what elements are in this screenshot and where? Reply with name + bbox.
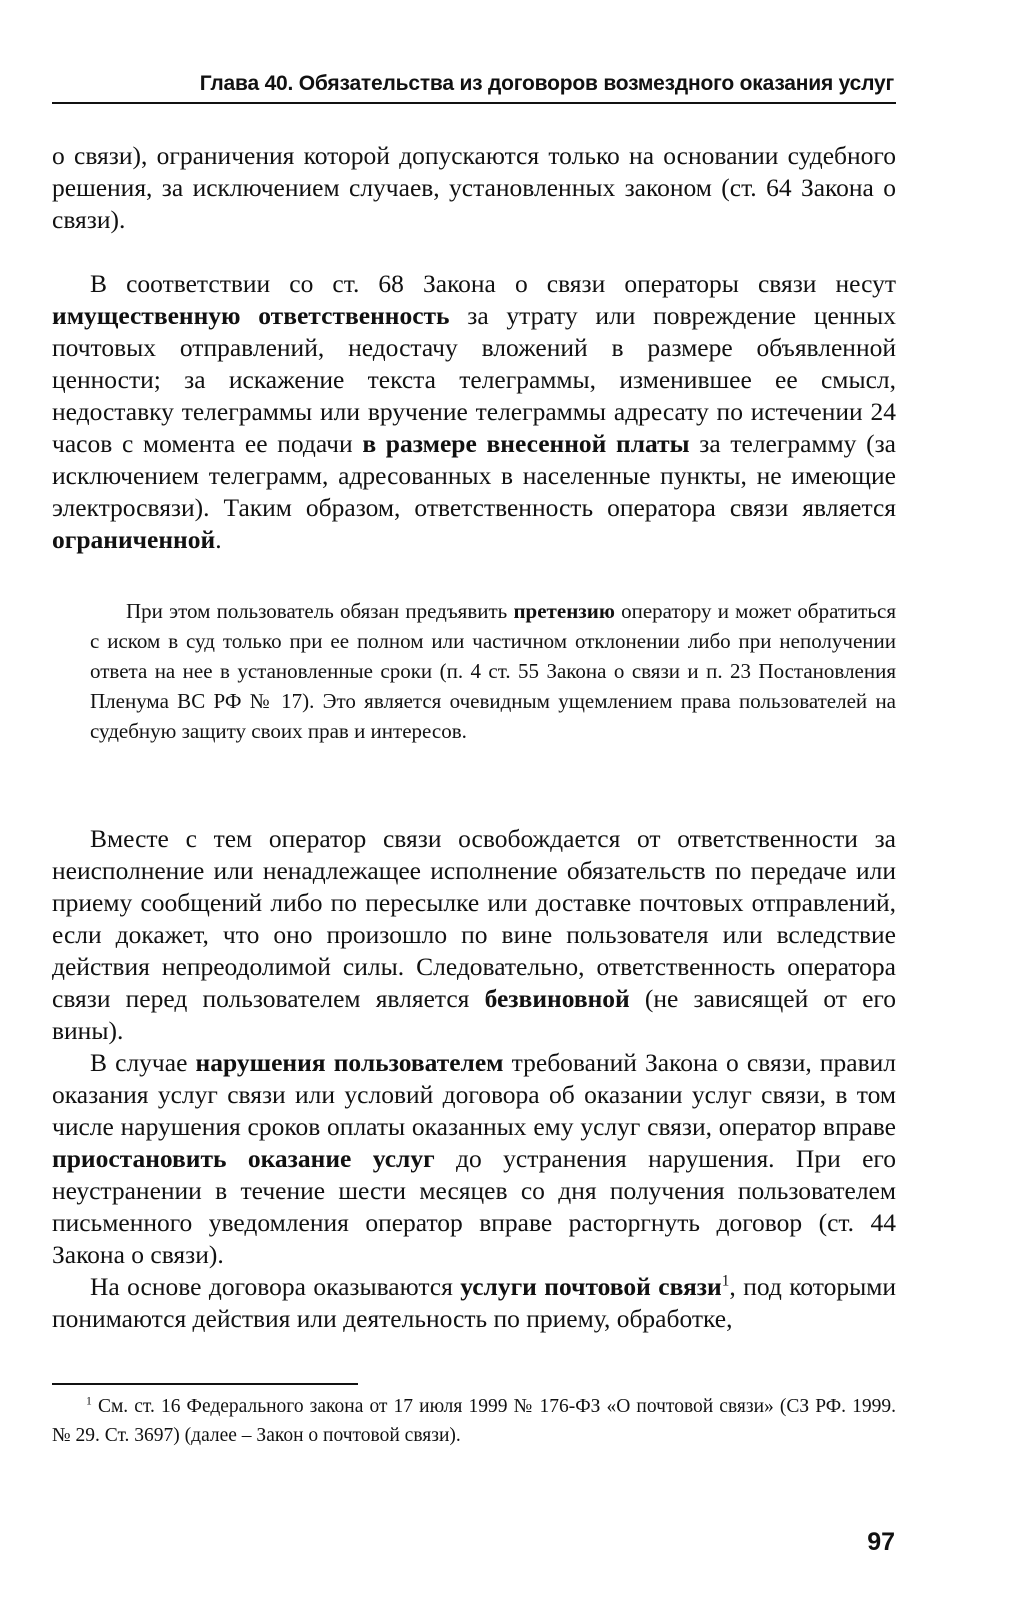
paragraph-3 — [52, 823, 896, 1047]
note-bold-1: претензию — [513, 599, 615, 623]
p2-bold-3: ограниченной — [52, 525, 216, 554]
paragraph-liability — [52, 268, 896, 556]
p2-bold-1: имущественную ответственность — [52, 301, 450, 330]
running-header — [52, 64, 896, 104]
p4-text-2: требований Закона о связи, правил оказания услуг связи или условий договора об оказании услуг связи, в том числе нарушения сроков оплаты оказанных ему услуг связи, оператор вправе — [52, 1048, 897, 1141]
p2-text-2: за утрату или повреждение ценных почтовых отправлений, недостачу вложений в размере объявленной ценности; за искажение текста телеграммы, изменившее ее смысл, недоставку телеграммы или вручение телеграммы адресату по истечении 24 часов с момента ее подачи — [52, 301, 896, 458]
note-text-2: оператору и может обратиться с иском в суд только при ее полном или частичном отклонении либо при неполучении ответа на нее в установленные сроки (п. 4 ст. 55 Закона о связи и п. 23 Постановления Пленума ВС РФ № 17). Это является очевидным ущемлением права пользователей на судебную защиту своих прав и интересов. — [90, 599, 896, 743]
note-text-1: При этом пользователь обязан предъявить — [126, 599, 514, 623]
note-text — [90, 596, 896, 746]
paragraph-4 — [52, 1047, 896, 1271]
paragraph-2 — [52, 268, 896, 556]
chapter-title: Глава 40. Обязательства из договоров возмездного оказания услуг — [199, 72, 894, 95]
footnote — [52, 1392, 896, 1450]
footnote-text — [52, 1392, 896, 1450]
p4-text-3: до устранения нарушения. При его неустранении в течение шести месяцев со дня получения пользователем письменного уведомления оператор вправе расторгнуть договор (ст. 44 Закона о связи). — [52, 1144, 896, 1269]
footnote-divider — [52, 1383, 358, 1385]
paragraph-1-text: о связи), ограничения которой допускаются только на основании судебного решения, за исключением случаев, установленных законом (ст. 64 Закона о связи). — [52, 141, 896, 234]
p3-bold-1: безвиновной — [484, 984, 630, 1013]
p5-text-2: , под которыми понимаются действия или деятельность по приему, обработке, — [52, 1272, 896, 1333]
p2-text-3: за телеграмму (за исключением телеграмм, адресованных в населенные пункты, не имеющие электросвязи). Таким образом, ответственность оператора связи является — [52, 429, 896, 522]
p4-text-1: В случае — [90, 1048, 196, 1077]
p5-bold-1: услуги почтовой связи — [460, 1272, 722, 1301]
note-paragraph — [90, 596, 896, 746]
paragraph-exemption — [52, 823, 896, 1335]
p4-bold-1: нарушения пользователем — [195, 1048, 504, 1077]
p3-text-1: Вместе с тем оператор связи освобождается от ответственности за неисполнение или ненадлежащее исполнение обязательств по передаче или приему сообщений либо по пересылке или доставке почтовых отправлений, если докажет, что оно произошло по вине пользователя или вследствие действия непреодолимой силы. Следовательно, ответственность оператора связи перед пользователем является — [52, 824, 896, 1013]
paragraph-continuation — [52, 140, 896, 236]
page-number: 97 — [867, 1528, 895, 1556]
paragraph-5 — [52, 1271, 896, 1335]
p3-text-2: (не зависящей от его вины). — [52, 984, 896, 1045]
p4-bold-2: приостановить оказание услуг — [52, 1144, 435, 1173]
footnote-mark: 1 — [86, 1394, 92, 1408]
footnote-ref: 1 — [721, 1272, 730, 1290]
footnote-body: См. ст. 16 Федерального закона от 17 июля 1999 № 176-ФЗ «О почтовой связи» (СЗ РФ. 1999. № 29. Ст. 3697) (далее – Закон о почтовой связи). — [52, 1396, 896, 1446]
p5-text-1: На основе договора оказываются — [90, 1272, 461, 1301]
p2-text-4: . — [215, 525, 222, 554]
p2-text-1: В соответствии со ст. 68 Закона о связи операторы связи несут — [90, 269, 896, 298]
p2-bold-2: в размере внесенной платы — [362, 429, 690, 458]
